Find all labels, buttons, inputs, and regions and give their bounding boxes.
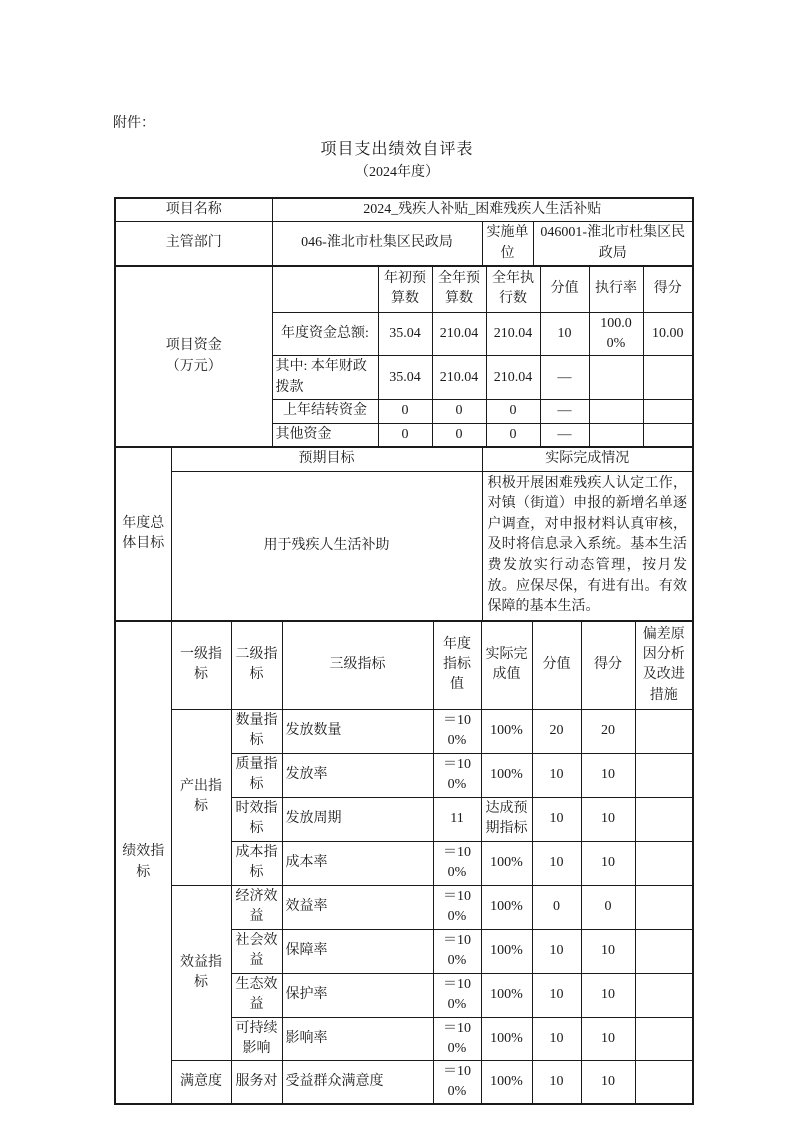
points-cell: 0: [532, 885, 581, 929]
level1-satisfaction: 满意度: [171, 1061, 231, 1105]
funding-row-label: 其他资金: [272, 424, 378, 447]
level2-cell: 社会效益: [231, 929, 282, 973]
funding-section-label: [115, 266, 272, 446]
deviation-cell: [635, 753, 693, 797]
implementing-unit-value: 046001-淮北市杜集区民政局: [533, 222, 693, 266]
target-cell: ＝100%: [433, 841, 481, 885]
target-cell: ＝100%: [433, 1061, 481, 1105]
deviation-cell: [635, 973, 693, 1017]
indicators-section-label: 绩效指标: [115, 621, 171, 1104]
header-deviation: 偏差原因分析及改进措施: [635, 621, 693, 709]
target-cell: ＝100%: [433, 929, 481, 973]
level2-cell: 质量指标: [231, 753, 282, 797]
target-cell: ＝100%: [433, 973, 481, 1017]
project-name-label: 项目名称: [115, 198, 272, 222]
header-annual-target: 年度指标值: [433, 621, 481, 709]
funding-points: —: [540, 400, 589, 424]
funding-row-label: 年度资金总额:: [272, 312, 378, 356]
level3-cell: 保护率: [282, 973, 433, 1017]
level3-cell: 受益群众满意度: [282, 1061, 433, 1105]
level2-cell: 生态效益: [231, 973, 282, 1017]
deviation-cell: [635, 885, 693, 929]
target-cell: ＝100%: [433, 709, 481, 753]
expected-goal-value: 用于残疾人生活补助: [171, 471, 482, 620]
level3-cell: 保障率: [282, 929, 433, 973]
points-cell: 10: [532, 841, 581, 885]
score-cell: 10: [581, 973, 635, 1017]
funding-initial: 35.04: [378, 312, 432, 356]
funding-execution-rate: 100.00%: [589, 312, 643, 356]
funding-points: —: [540, 356, 589, 400]
funding-executed: 0: [486, 424, 540, 447]
actual-cell: 100%: [481, 929, 532, 973]
level2-cell: 经济效益: [231, 885, 282, 929]
score-cell: 10: [581, 753, 635, 797]
indicators-table: [114, 621, 694, 1106]
funding-col-points: 分值: [540, 266, 589, 312]
funding-score: [643, 356, 693, 400]
deviation-cell: [635, 709, 693, 753]
main-table: [114, 197, 692, 1105]
actual-cell: 100%: [481, 753, 532, 797]
actual-cell: 100%: [481, 841, 532, 885]
funding-points: 10: [540, 312, 589, 356]
header-points: 分值: [532, 621, 581, 709]
actual-cell: 100%: [481, 709, 532, 753]
funding-row-label: 其中: 本年财政拨款: [272, 356, 378, 400]
level3-cell: 效益率: [282, 885, 433, 929]
funding-initial: 0: [378, 400, 432, 424]
points-cell: 20: [532, 709, 581, 753]
header-actual-value: 实际完成值: [481, 621, 532, 709]
funding-execution-rate: [589, 424, 643, 447]
score-cell: 20: [581, 709, 635, 753]
funding-section-label-line1: 项目资金: [165, 338, 222, 354]
table-row: [115, 471, 693, 620]
funding-col-executed: 全年执行数: [486, 266, 540, 312]
points-cell: 10: [532, 797, 581, 841]
page-subtitle: （2024年度）: [355, 165, 439, 180]
score-cell: 10: [581, 841, 635, 885]
actual-cell: 100%: [481, 1061, 532, 1105]
deviation-cell: [635, 1017, 693, 1061]
funding-table: [114, 266, 694, 447]
header-level2: 二级指标: [231, 621, 282, 709]
header-level1: 一级指标: [171, 621, 231, 709]
funding-col-execution-rate: 执行率: [589, 266, 643, 312]
level3-cell: 影响率: [282, 1017, 433, 1061]
actual-completion-header: 实际完成情况: [482, 448, 693, 471]
table-row: [115, 222, 693, 266]
funding-executed: 0: [486, 400, 540, 424]
target-cell: ＝100%: [433, 753, 481, 797]
annual-goal-table: [114, 447, 694, 620]
level3-cell: 发放率: [282, 753, 433, 797]
score-cell: 10: [581, 1017, 635, 1061]
funding-points: —: [540, 424, 589, 447]
funding-annual: 0: [432, 424, 486, 447]
level1-benefit: 效益指标: [171, 885, 231, 1061]
page-title: 项目支出绩效自评表: [320, 141, 474, 158]
points-cell: 10: [532, 929, 581, 973]
funding-row-label: 上年结转资金: [272, 400, 378, 424]
level2-cell: 成本指标: [231, 841, 282, 885]
department-value: 046-淮北市杜集区民政局: [272, 222, 482, 266]
score-cell: 0: [581, 885, 635, 929]
table-row: [115, 1061, 693, 1105]
points-cell: 10: [532, 1017, 581, 1061]
table-row: [115, 621, 693, 709]
funding-annual: 210.04: [432, 356, 486, 400]
level2-cell: 可持续影响: [231, 1017, 282, 1061]
points-cell: 10: [532, 753, 581, 797]
funding-blank-header: [272, 266, 378, 312]
attachment-label: 附件：: [113, 116, 155, 131]
funding-col-initial-budget: 年初预算数: [378, 266, 432, 312]
funding-initial: 0: [378, 424, 432, 447]
deviation-cell: [635, 841, 693, 885]
department-label: 主管部门: [115, 222, 272, 266]
actual-cell: 达成预期指标: [481, 797, 532, 841]
funding-annual: 210.04: [432, 312, 486, 356]
project-name-value: 2024_残疾人补贴_困难残疾人生活补贴: [272, 198, 693, 222]
funding-executed: 210.04: [486, 356, 540, 400]
funding-execution-rate: [589, 400, 643, 424]
table-row: [115, 198, 693, 222]
level3-cell: 成本率: [282, 841, 433, 885]
actual-cell: 100%: [481, 973, 532, 1017]
table-row: [115, 709, 693, 753]
funding-executed: 210.04: [486, 312, 540, 356]
points-cell: 10: [532, 973, 581, 1017]
level2-cell: 服务对: [231, 1061, 282, 1105]
funding-initial: 35.04: [378, 356, 432, 400]
funding-col-score: 得分: [643, 266, 693, 312]
level3-cell: 发放周期: [282, 797, 433, 841]
funding-section-label-line2: （万元）: [165, 358, 222, 374]
deviation-cell: [635, 929, 693, 973]
table-row: [115, 448, 693, 471]
target-cell: 11: [433, 797, 481, 841]
actual-cell: 100%: [481, 885, 532, 929]
level1-output: 产出指标: [171, 709, 231, 885]
funding-col-annual-budget: 全年预算数: [432, 266, 486, 312]
table-row: [115, 266, 693, 312]
level2-cell: 数量指标: [231, 709, 282, 753]
table-row: [115, 885, 693, 929]
actual-cell: 100%: [481, 1017, 532, 1061]
deviation-cell: [635, 1061, 693, 1105]
expected-goal-header: 预期目标: [171, 448, 482, 471]
implementing-unit-label: 实施单位: [482, 222, 533, 266]
level3-cell: 发放数量: [282, 709, 433, 753]
funding-score: [643, 424, 693, 447]
basic-info-table: [114, 197, 694, 266]
deviation-cell: [635, 797, 693, 841]
score-cell: 10: [581, 797, 635, 841]
annual-goal-section-label: 年度总体目标: [115, 448, 171, 620]
header-level3: 三级指标: [282, 621, 433, 709]
target-cell: ＝100%: [433, 1017, 481, 1061]
score-cell: 10: [581, 929, 635, 973]
points-cell: 10: [532, 1061, 581, 1105]
funding-execution-rate: [589, 356, 643, 400]
score-cell: 10: [581, 1061, 635, 1105]
funding-score: [643, 400, 693, 424]
target-cell: ＝100%: [433, 885, 481, 929]
actual-completion-value: 积极开展困难残疾人认定工作，对镇（街道）申报的新增名单逐户调查，对申报材料认真审核，及时将信息录入系统。基本生活费发放实行动态管理，按月发放。应保尽保，有进有出。有效保障的基本生活。: [482, 471, 693, 620]
level2-cell: 时效指标: [231, 797, 282, 841]
header-score: 得分: [581, 621, 635, 709]
funding-score: 10.00: [643, 312, 693, 356]
funding-annual: 0: [432, 400, 486, 424]
